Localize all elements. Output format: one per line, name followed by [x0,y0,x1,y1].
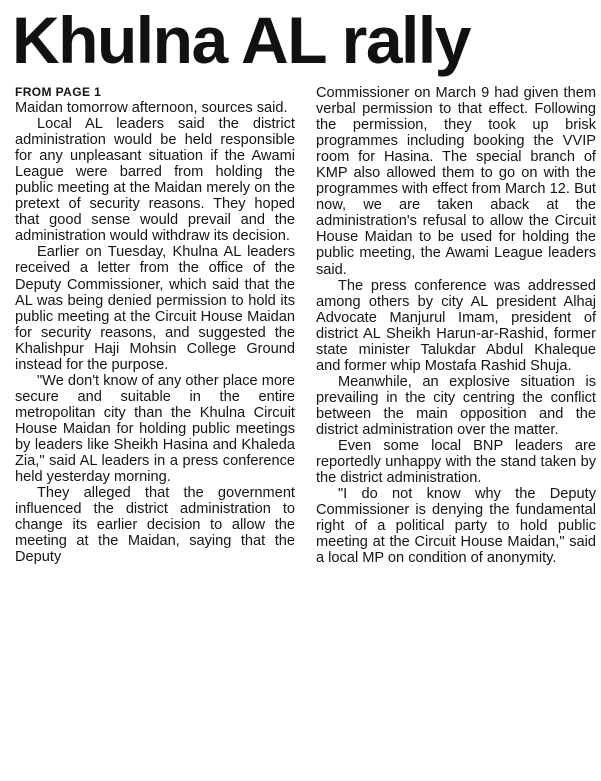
jump-line: FROM PAGE 1 [15,85,102,99]
paragraph: "I do not know why the Deputy Commissioner is denying the fundamental right of a political party to hold public meeting at the Circuit House Maidan," said a local MP on condition of anonymity. [316,486,596,567]
paragraph: Commissioner on March 9 had given them verbal permission to that effect. Following the permission, they took up brisk programmes including booking the VVIP room for Hasina. The special branch of KMP also allowed them to go on with the programmes with effect from March 12. But now, we are taken aback at the administration's refusal to allow the Circuit House Maidan to be used for holding the public meeting, the Awami League leaders said. [316,85,596,278]
paragraph: The press conference was addressed among others by city AL president Alhaj Advocate Manjurul Imam, president of district AL Sheikh Harun-ar-Rashid, former state minister Talukdar Abdul Khaleque and former whip Mostafa Rashid Shuja. [316,277,596,374]
paragraph: "We don't know of any other place more secure and suitable in the entire metropolitan city than the Khulna Circuit House Maidan for holding public meetings by leaders like Sheikh Hasina and Khaleda Zia," said AL leaders in a press conference held yesterday morning. [15,372,295,486]
paragraph: Local AL leaders said the district administration would be held responsible for any unpleasant situation if the Awami League were barred from holding the public meeting at the Maidan merely on the pretext of security reasons. They hoped that good sense would prevail and the administration would withdraw its decision. [15,116,295,245]
paragraph: Maidan tomorrow afternoon, sources said. [15,100,288,116]
paragraph: Even some local BNP leaders are reportedly unhappy with the stand taken by the district administration. [316,438,596,487]
paragraph: Earlier on Tuesday, Khulna AL leaders received a letter from the office of the Deputy Commissioner, which said that the AL was being denied permission to hold its public meeting at the Circuit House Maidan for security reasons, and suggested the Khalishpur Haji Mohsin College Ground instead for the purpose. [15,244,295,373]
left-column [15,85,295,565]
paragraph: Meanwhile, an explosive situation is prevailing in the city centring the conflict between the main opposition and the district administration over the matter. [316,373,596,438]
right-column [316,85,596,566]
paragraph: They alleged that the government influenced the district administration to change its earlier decision to allow the meeting at the Maidan, saying that the Deputy [15,485,295,566]
headline: Khulna AL rally [12,3,470,77]
